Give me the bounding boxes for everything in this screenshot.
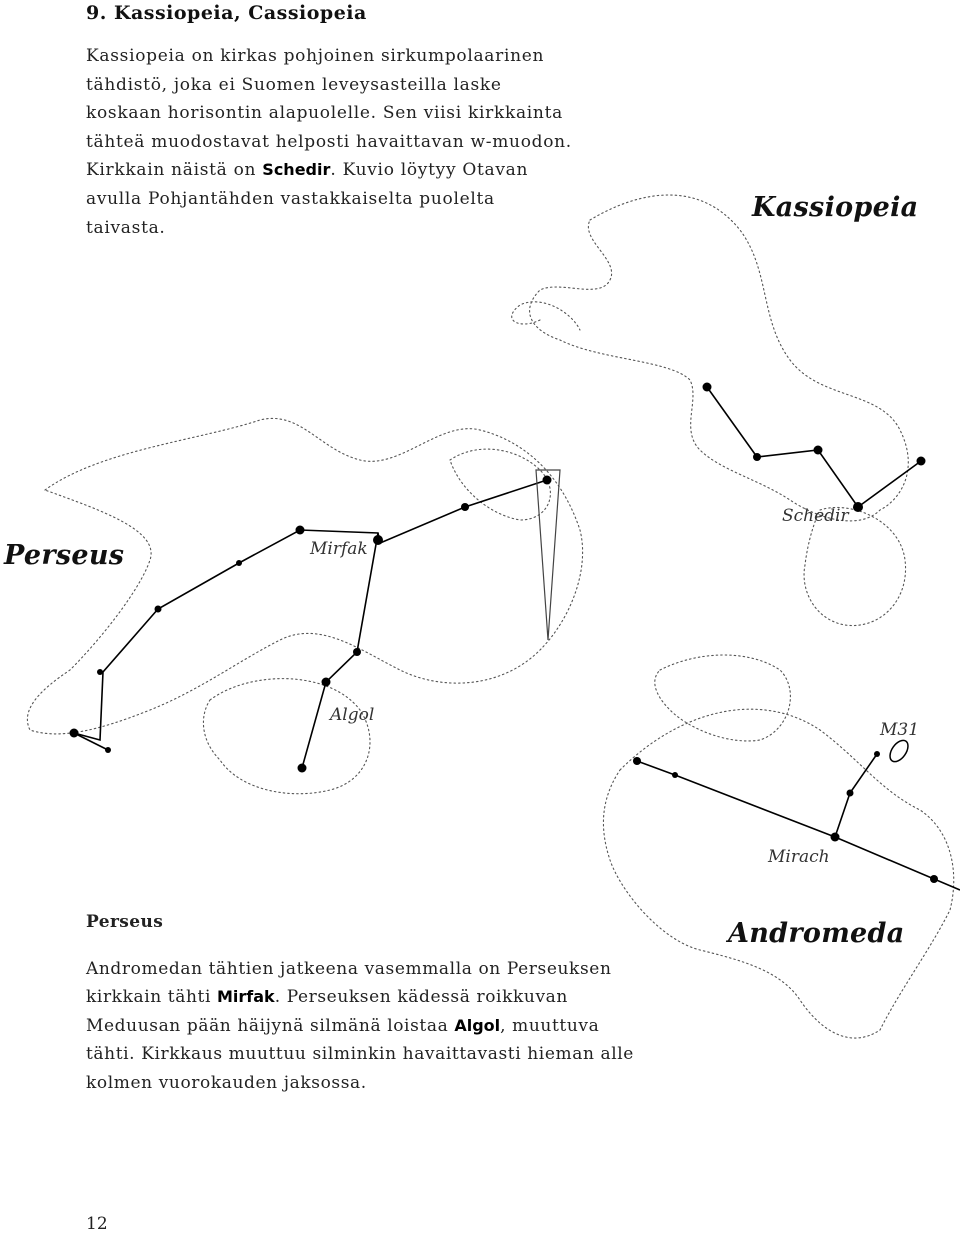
- star-dot: [155, 606, 162, 613]
- star-dot: [930, 875, 938, 883]
- star-dot: [236, 560, 242, 566]
- perseus-main-line: [74, 480, 547, 740]
- intro-text-2: . Kuvio löytyy Otavan avulla Pohjantähden vastakkaiselta puolelta taivasta.: [86, 160, 529, 238]
- star-dot: [298, 764, 307, 773]
- star-dot: [874, 751, 880, 757]
- star-dot: [917, 457, 926, 466]
- page-heading: 9. Kassiopeia, Cassiopeia: [86, 2, 367, 24]
- star-dot: [373, 535, 383, 545]
- perseus-star-algol: Algol: [454, 1015, 501, 1035]
- kassiopeia-title: Kassiopeia: [752, 192, 919, 223]
- perseus-section-title: Perseus: [86, 912, 164, 932]
- perseus-text-3: , muuttuva tähti. Kirkkaus muuttuu silminkin havaittavasti hieman alle kolmen vuorokauden jaksossa.: [86, 1015, 634, 1093]
- star-label-schedir: Schedir: [782, 506, 849, 526]
- star-dot: [105, 747, 111, 753]
- perseus-section-paragraph: [86, 955, 646, 1098]
- andromeda-title: Andromeda: [728, 918, 905, 949]
- constellation-lines: [74, 387, 960, 890]
- star-dot: [672, 772, 678, 778]
- star-dot: [703, 383, 712, 392]
- star-markers: [70, 383, 939, 884]
- star-dot: [97, 669, 103, 675]
- star-label-mirach: Mirach: [768, 847, 830, 867]
- star-label-m31: M31: [880, 720, 920, 740]
- kassiopeia-w-line: [707, 387, 921, 507]
- star-dot: [853, 502, 863, 512]
- page-number: 12: [86, 1214, 108, 1234]
- intro-text-1: Kassiopeia on kirkas pohjoinen sirkumpolaarinen tähdistö, joka ei Suomen leveysasteilla laske koskaan horisontin alapuolelle. Sen viisi kirkkainta tähteä muodostavat helposti havaittavan w-muodon. Kirkkain näistä on: [86, 46, 572, 181]
- intro-star-schedir: Schedir: [262, 160, 331, 180]
- star-dot: [633, 757, 641, 765]
- star-label-mirfak: Mirfak: [310, 539, 368, 559]
- star-dot: [296, 526, 305, 535]
- star-dot: [753, 453, 761, 461]
- star-dot: [353, 648, 361, 656]
- star-dot: [70, 729, 79, 738]
- perseus-sword: [536, 470, 560, 640]
- perseus-title: Perseus: [4, 540, 125, 571]
- perseus-section: [86, 908, 646, 1098]
- andromeda-legs-outline: [655, 655, 791, 741]
- medusa-head-outline: [203, 679, 370, 794]
- star-label-algol: Algol: [330, 705, 375, 725]
- kassiopeia-figure-outline: [530, 195, 909, 521]
- kassiopeia-arm-outline: [512, 302, 580, 330]
- star-dot: [847, 790, 854, 797]
- andromeda-branch-line: [835, 754, 877, 837]
- perseus-lower-line: [74, 733, 108, 750]
- andromeda-line: [637, 761, 960, 890]
- perseus-text-2: . Perseuksen kädessä roikkuvan Meduusan pään häijynä silmänä loistaa: [86, 987, 568, 1036]
- star-dot: [814, 446, 823, 455]
- star-dot: [461, 503, 469, 511]
- star-dot: [322, 678, 331, 687]
- perseus-algol-line: [302, 533, 378, 768]
- m31-galaxy-marker: [886, 737, 911, 765]
- perseus-star-mirfak: Mirfak: [216, 987, 275, 1007]
- perseus-text-1: Andromedan tähtien jatkeena vasemmalla on Perseuksen kirkkain tähti: [86, 958, 612, 1008]
- perseus-figure-outline: [27, 418, 582, 734]
- star-dot: [831, 833, 840, 842]
- star-dot: [543, 476, 552, 485]
